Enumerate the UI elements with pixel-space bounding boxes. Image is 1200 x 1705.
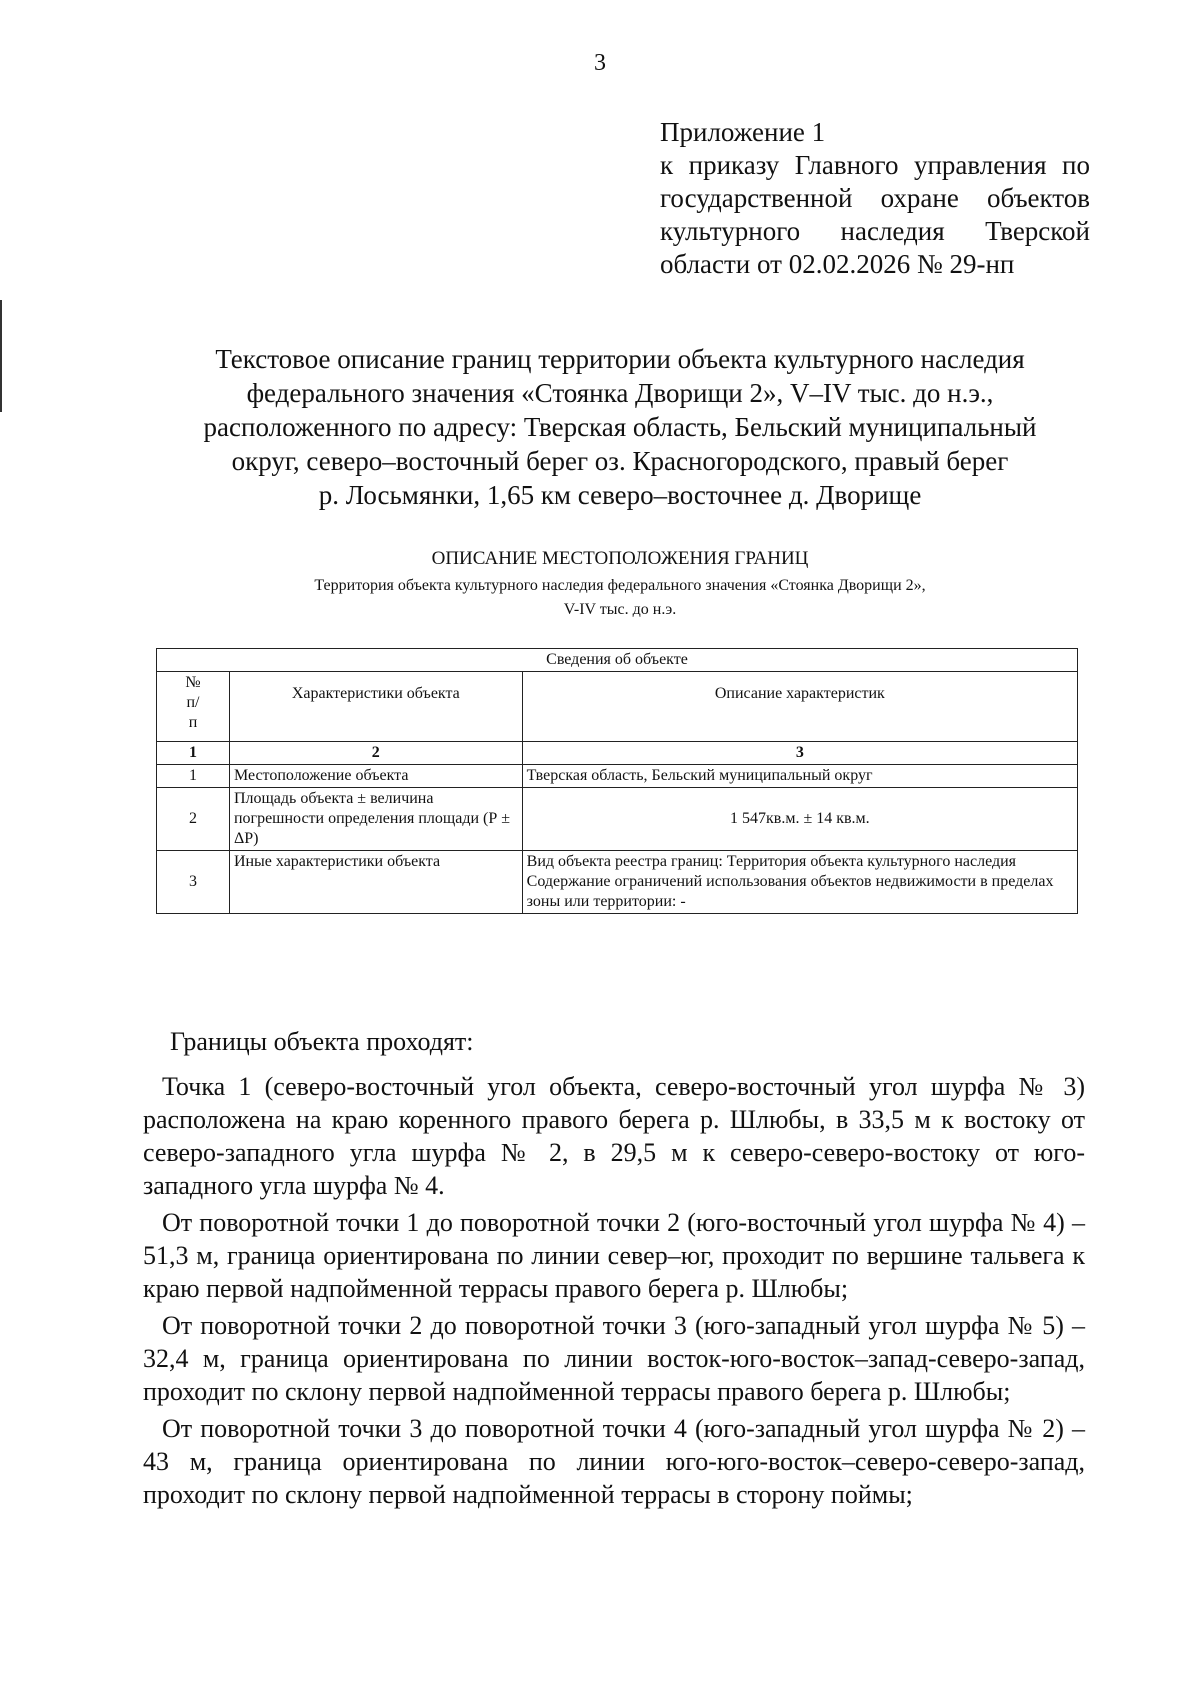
row-description: Тверская область, Бельский муниципальный округ <box>522 765 1077 788</box>
row-description-line: Вид объекта реестра границ: Территория объекта культурного наследия <box>526 853 1017 870</box>
title-line: федерального значения «Стоянка Дворищи 2», V–IV тыс. до н.э., <box>246 378 994 408</box>
description-sub-line: V-IV тыс. до н.э. <box>563 601 677 618</box>
document-title <box>100 342 1140 512</box>
appendix-line: области от 02.02.2026 № 29-нп <box>660 249 1015 279</box>
title-line: округ, северо–восточный берег оз. Красногородского, правый берег <box>231 446 1009 476</box>
table-header-row <box>157 672 1078 742</box>
header-characteristic: Характеристики объекта <box>229 672 522 742</box>
row-description: 1 547кв.м. ± 14 кв.м. <box>522 788 1077 851</box>
description-subheading <box>100 574 1140 622</box>
header-number: № п/ п <box>157 672 230 742</box>
row-number: 1 <box>157 765 230 788</box>
table-caption: Сведения об объекте <box>157 649 1078 672</box>
title-line: расположенного по адресу: Тверская область, Бельский муниципальный <box>203 412 1037 442</box>
table-row <box>157 788 1078 851</box>
boundary-paragraph: Точка 1 (северо-восточный угол объекта, северо-восточный угол шурфа № 3) расположена на краю коренного правого берега р. Шлюбы, в 33,5 м к востоку от северо-западного угла шурфа № 2, в 29,5 м к северо-северо-востоку от юго-западного угла шурфа № 4. <box>143 1072 1085 1200</box>
column-number: 3 <box>522 742 1077 765</box>
boundaries-intro: Границы объекта проходят: <box>170 1027 474 1056</box>
row-number: 3 <box>157 851 230 914</box>
row-description-line: Содержание ограничений использования объектов недвижимости в пределах зоны или территории: - <box>526 873 1054 910</box>
appendix-line: Приложение 1 <box>660 117 826 147</box>
title-line: Текстовое описание границ территории объекта культурного наследия <box>215 344 1025 374</box>
description-sub-line: Территория объекта культурного наследия федерального значения «Стоянка Дворищи 2», <box>314 577 926 594</box>
row-number: 2 <box>157 788 230 851</box>
column-numbers-row <box>157 742 1078 765</box>
boundaries-section <box>143 1025 1085 1515</box>
row-characteristic: Иные характеристики объекта <box>229 851 522 914</box>
row-characteristic: Площадь объекта ± величина погрешности определения площади (Р ± ΔР) <box>229 788 522 851</box>
table-caption-row <box>157 649 1078 672</box>
appendix-block <box>660 116 1090 281</box>
object-info-table <box>156 648 1078 914</box>
title-line: р. Лосьмянки, 1,65 км северо–восточнее д. Дворище <box>318 480 922 510</box>
scan-margin-line <box>0 300 2 412</box>
description-heading: ОПИСАНИЕ МЕСТОПОЛОЖЕНИЯ ГРАНИЦ <box>431 548 809 569</box>
header-description: Описание характеристик <box>522 672 1077 742</box>
row-characteristic: Местоположение объекта <box>229 765 522 788</box>
boundary-paragraph: От поворотной точки 2 до поворотной точки 3 (юго-западный угол шурфа № 5) – 32,4 м, граница ориентирована по линии восток-юго-восток–запад-северо-запад, проходит по склону первой надпойменной террасы правого берега р. Шлюбы; <box>143 1311 1085 1406</box>
row-description <box>522 851 1077 914</box>
column-number: 1 <box>157 742 230 765</box>
table-row <box>157 851 1078 914</box>
column-number: 2 <box>229 742 522 765</box>
appendix-line: культурного наследия Тверской <box>660 216 1090 246</box>
boundary-paragraph: От поворотной точки 1 до поворотной точки 2 (юго-восточный угол шурфа № 4) – 51,3 м, граница ориентирована по линии север–юг, проходит по вершине тальвега к краю первой надпойменной террасы правого берега р. Шлюбы; <box>143 1208 1085 1303</box>
appendix-line: к приказу Главного управления по <box>660 150 1090 180</box>
table-row <box>157 765 1078 788</box>
appendix-line: государственной охране объектов <box>660 183 1090 213</box>
page-number: 3 <box>594 50 606 76</box>
boundary-paragraph: От поворотной точки 3 до поворотной точки 4 (юго-западный угол шурфа № 2) – 43 м, граница ориентирована по линии юго-юго-восток–северо-северо-запад, проходит по склону первой надпойменной террасы в сторону поймы; <box>143 1414 1085 1509</box>
